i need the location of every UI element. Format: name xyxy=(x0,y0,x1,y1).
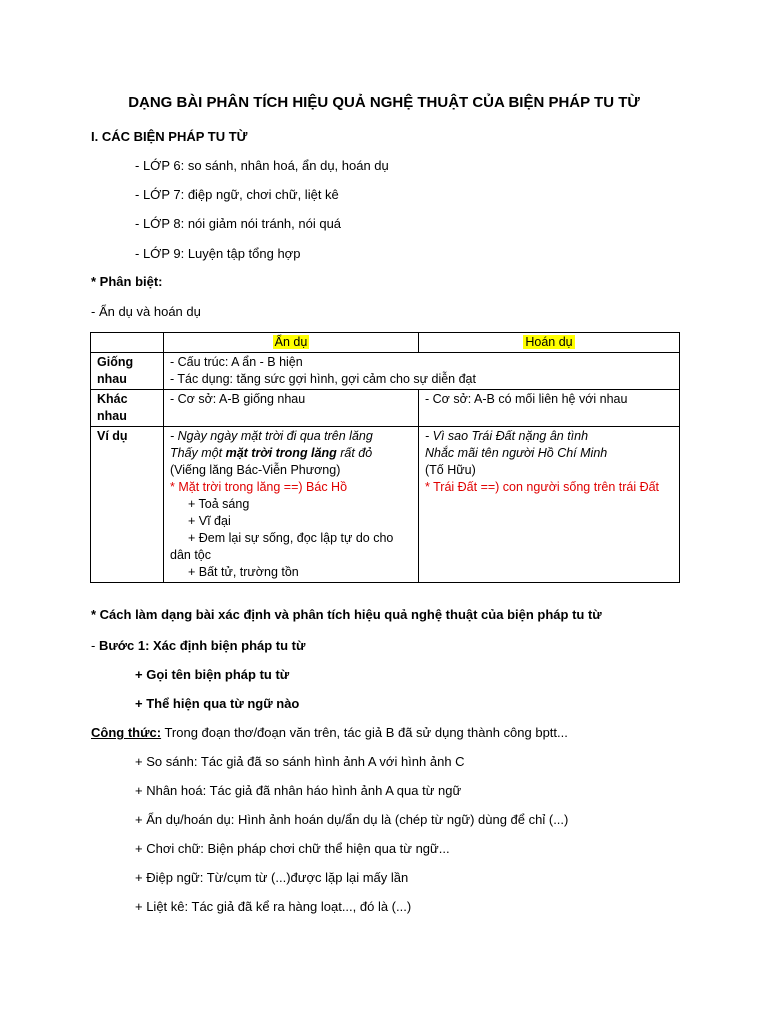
grade-item: - LỚP 9: Luyện tập tổng hợp xyxy=(135,246,301,261)
formula-desc: Tác giả đã nhân háo hình ảnh A qua từ ngữ xyxy=(206,783,462,798)
comparison-table xyxy=(90,332,680,583)
table-header-empty xyxy=(91,333,164,353)
metonymy-note: * Trái Đất ==) con người sống trên trái Đất xyxy=(425,480,660,494)
meaning-point-continued: dân tộc xyxy=(170,548,212,562)
poem-text: Thấy một xyxy=(170,446,226,460)
similar-structure: - Cấu trúc: A ẩn - B hiện xyxy=(170,355,303,369)
step-1-label: Bước 1: Xác định biện pháp tu từ xyxy=(98,638,306,653)
row-label-line: nhau xyxy=(97,409,127,423)
document-title: DẠNG BÀI PHÂN TÍCH HIỆU QUẢ NGHỆ THUẬT CỦA BIỆN PHÁP TU TỪ xyxy=(128,94,640,111)
header-highlight: Hoán dụ xyxy=(525,335,573,349)
row-label-line: Khác xyxy=(97,392,128,406)
step-prefix: - xyxy=(91,638,99,653)
formula-desc: Tác giả đã kể ra hàng loạt..., đó là (...) xyxy=(188,899,412,914)
distinguish-heading: * Phân biệt: xyxy=(91,274,163,289)
step-1-item: + Thể hiện qua từ ngữ nào xyxy=(135,696,300,711)
different-metaphor: - Cơ sở: A-B giống nhau xyxy=(164,390,419,427)
metaphor-note: * Mặt trời trong lăng ==) Bác Hồ xyxy=(170,480,348,494)
meaning-point: + Vĩ đại xyxy=(188,514,231,528)
formula-name: + So sánh: xyxy=(135,754,198,769)
step-1 xyxy=(91,637,305,655)
poem-line: - Vì sao Trái Đất nặng ân tình xyxy=(425,429,589,443)
formula-name: + Liệt kê: xyxy=(135,899,189,914)
row-label-different xyxy=(91,390,164,427)
poem-line xyxy=(170,445,412,462)
formula-item xyxy=(135,869,408,887)
poem-emphasis: mặt trời trong lăng xyxy=(225,446,337,460)
grade-item: - LỚP 8: nói giảm nói tránh, nói quá xyxy=(135,216,342,231)
table-row-different xyxy=(91,390,680,427)
table-row-example xyxy=(91,427,680,583)
poem-line: - Ngày ngày mặt trời đi qua trên lăng xyxy=(170,429,373,443)
formula-item xyxy=(135,840,450,858)
formula-name: + Nhân hoá: xyxy=(135,783,207,798)
poem-text: rất đỏ xyxy=(336,446,373,460)
grade-item: - LỚP 6: so sánh, nhân hoá, ẩn dụ, hoán dụ xyxy=(135,158,389,173)
example-metonymy xyxy=(419,427,680,583)
header-highlight: Ẩn dụ xyxy=(274,335,308,349)
example-metaphor xyxy=(164,427,419,583)
poem-line: Nhắc mãi tên người Hồ Chí Minh xyxy=(425,446,608,460)
step-1-item: + Gọi tên biện pháp tu từ xyxy=(135,667,290,682)
formula-name: + Chơi chữ: xyxy=(135,841,204,856)
table-header-row xyxy=(91,333,680,353)
formula-desc: Biện pháp chơi chữ thể hiện qua từ ngữ... xyxy=(203,841,450,856)
meaning-point: + Đem lại sự sống, đọc lập tự do cho xyxy=(188,531,394,545)
formula-item xyxy=(135,898,411,916)
similar-content xyxy=(164,353,680,390)
meaning-point: + Toả sáng xyxy=(188,497,250,511)
distinguish-subheading: - Ẩn dụ và hoán dụ xyxy=(91,304,201,319)
formula-label: Công thức: xyxy=(91,725,162,740)
table-row-similar xyxy=(91,353,680,390)
formula-name: + Điệp ngữ: xyxy=(135,870,204,885)
row-label-example: Ví dụ xyxy=(91,427,164,583)
poem-source: (Tố Hữu) xyxy=(425,463,476,477)
formula-item xyxy=(135,753,465,771)
table-header-metonymy xyxy=(419,333,680,353)
grade-item: - LỚP 7: điệp ngữ, chơi chữ, liệt kê xyxy=(135,187,339,202)
row-label-similar xyxy=(91,353,164,390)
row-label-line: nhau xyxy=(97,372,127,386)
method-heading: * Cách làm dạng bài xác định và phân tích hiệu quả nghệ thuật của biện pháp tu từ xyxy=(91,607,602,622)
different-metonymy: - Cơ sở: A-B có mối liên hệ với nhau xyxy=(419,390,680,427)
similar-effect: - Tác dụng: tăng sức gợi hình, gợi cảm cho sự diễn đạt xyxy=(170,372,476,386)
formula-name: + Ẩn dụ/hoán dụ: xyxy=(135,812,235,827)
formula-item xyxy=(135,811,568,829)
formula-desc: Hình ảnh hoán dụ/ẩn dụ là (chép từ ngữ) dùng để chỉ (...) xyxy=(234,812,569,827)
formula-desc: Từ/cụm từ (...)được lặp lại mấy lần xyxy=(203,870,409,885)
poem-source: (Viếng lăng Bác-Viễn Phương) xyxy=(170,463,341,477)
row-label-line: Giống xyxy=(97,355,134,369)
section-heading-rhetorical-devices: I. CÁC BIỆN PHÁP TU TỪ xyxy=(91,129,248,144)
meaning-point: + Bất tử, trường tồn xyxy=(188,565,299,579)
formula-desc: Tác giả đã so sánh hình ảnh A với hình ảnh C xyxy=(197,754,465,769)
table-header-metaphor xyxy=(164,333,419,353)
formula-item xyxy=(135,782,461,800)
formula-text: Trong đoạn thơ/đoạn văn trên, tác giả B đã sử dụng thành công bptt... xyxy=(161,725,568,740)
formula-line xyxy=(91,724,568,742)
